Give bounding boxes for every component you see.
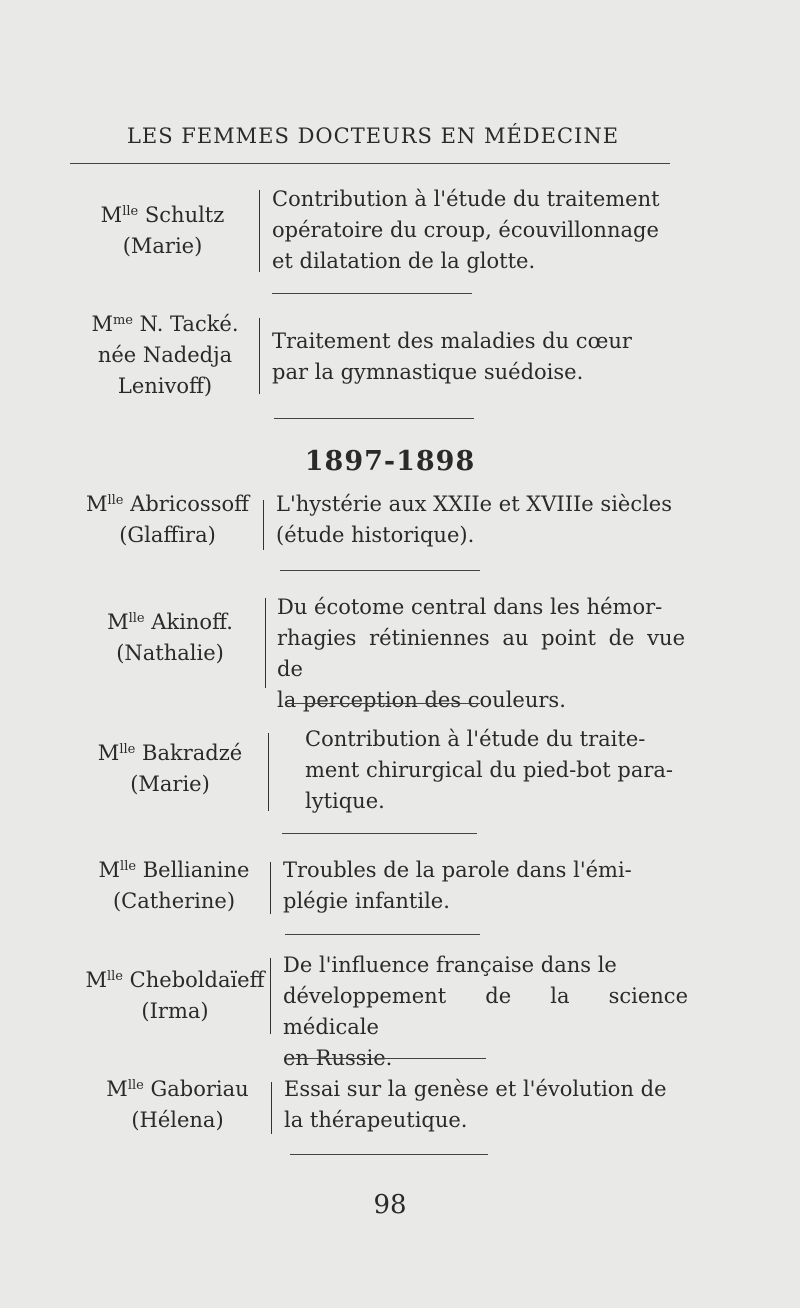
separator-rule: [282, 833, 477, 834]
column-divider: [270, 862, 271, 914]
column-divider: [270, 958, 271, 1034]
author-name: $M^{lle}$ Schultz (Marie): [100, 203, 225, 258]
author-name: $M^{lle}$ Akinoff. (Nathalie): [107, 610, 233, 665]
year-heading: 1897-1898: [304, 446, 476, 477]
column-divider: [259, 318, 260, 394]
separator-rule: [285, 703, 480, 704]
page-number: 98: [373, 1190, 407, 1220]
thesis-title: Essai sur la genèse et l'évolution de la thérapeutique.: [284, 1077, 667, 1132]
column-divider: [259, 190, 260, 272]
column-divider: [271, 1082, 272, 1134]
column-divider: [263, 500, 264, 550]
separator-rule: [285, 934, 480, 935]
separator-rule: [280, 570, 480, 571]
separator-rule: [272, 293, 472, 294]
thesis-title: Traitement des maladies du cœur par la gymnastique suédoise.: [272, 329, 632, 384]
column-divider: [265, 598, 266, 688]
author-name: $M^{lle}$ Bellianine (Catherine): [98, 858, 250, 913]
thesis-title: L'hystérie aux XXIIe et XVIIIe siècles (étude historique).: [276, 492, 673, 547]
separator-rule: [290, 1154, 488, 1155]
thesis-title: Contribution à l'étude du traite- ment chirurgical du pied-bot para- lytique.: [305, 727, 674, 813]
header-rule: [70, 163, 670, 164]
author-name: $M^{me}$ N. Tacké. née Nadedja Lenivoff): [91, 312, 239, 398]
separator-rule: [288, 1058, 486, 1059]
thesis-title: De l'influence française dans le développement de la science médicale en Russie.: [283, 953, 688, 1070]
running-header: LES FEMMES DOCTEURS EN MÉDECINE: [126, 124, 620, 148]
author-name: $M^{lle}$ Cheboldaïeff (Irma): [85, 968, 265, 1023]
column-divider: [268, 733, 269, 811]
separator-rule: [274, 418, 474, 419]
thesis-title: Contribution à l'étude du traitement opératoire du croup, écouvillonnage et dilatation de la glotte.: [272, 187, 660, 273]
author-name: $M^{lle}$ Gaboriau (Hélena): [106, 1077, 249, 1132]
thesis-title: Du écotome central dans les hémor- rhagies rétiniennes au point de vue de la perception des couleurs.: [277, 595, 685, 712]
author-name: $M^{lle}$ Abricossoff (Glaffira): [85, 492, 250, 547]
author-name: $M^{lle}$ Bakradzé (Marie): [97, 741, 243, 796]
thesis-title: Troubles de la parole dans l'émi- plégie infantile.: [283, 858, 632, 913]
